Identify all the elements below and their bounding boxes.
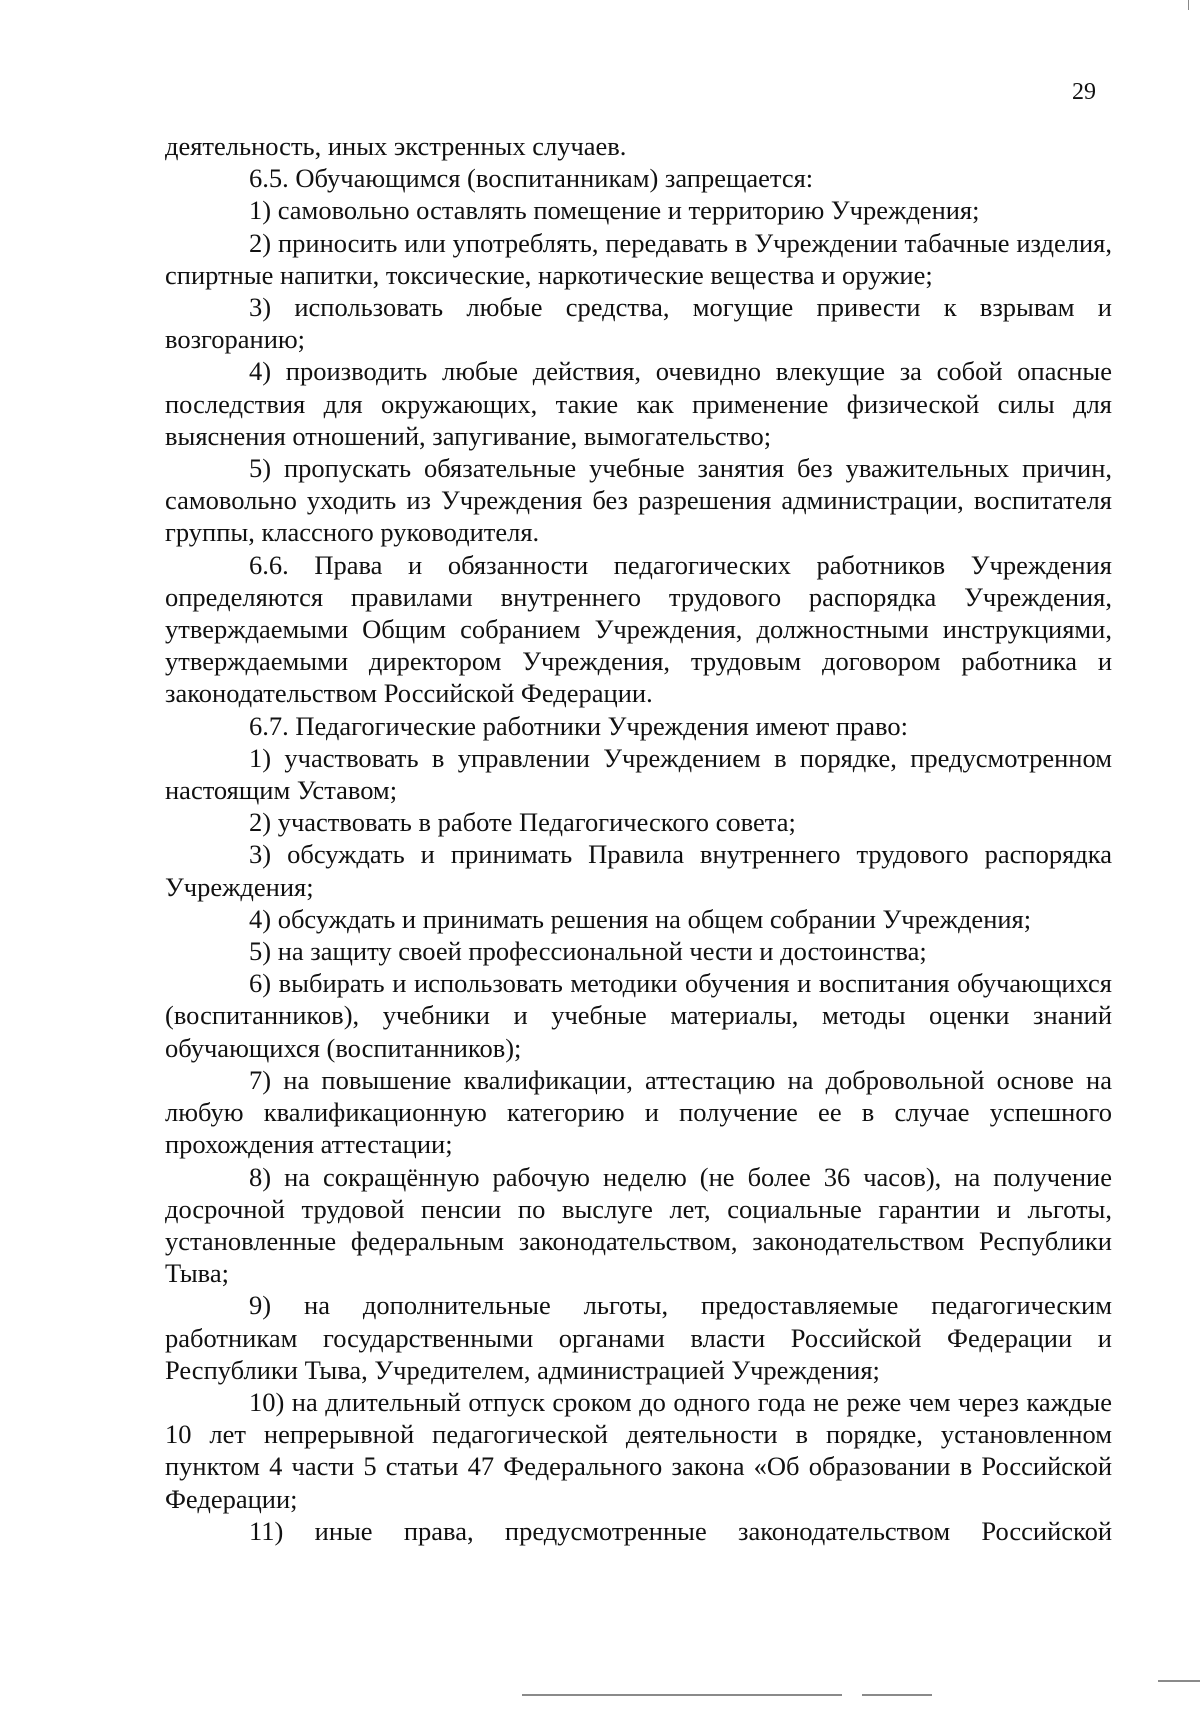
document-body bbox=[165, 130, 1112, 1547]
paragraph: 6) выбирать и использовать методики обучения и воспитания обучающихся (воспитанников), учебники и учебные материалы, методы оценки знаний обучающихся (воспитанников); bbox=[165, 968, 1112, 1063]
paragraph: 10) на длительный отпуск сроком до одного года не реже чем через каждые 10 лет непрерывной педагогической деятельности в порядке, установленном пунктом 4 части 5 статьи 47 Федерального закона «Об образовании в Российской Федерации; bbox=[165, 1386, 1112, 1514]
paragraph: 7) на повышение квалификации, аттестацию на добровольной основе на любую квалификационную категорию и получение ее в случае успешного прохождения аттестации; bbox=[165, 1064, 1112, 1160]
paragraph: 6.6. Права и обязанности педагогических работников Учреждения определяются правилами внутреннего трудового распорядка Учреждения, утверждаемыми Общим собранием Учреждения, должностными инструкциями, утверждаемыми директором Учреждения, трудовым договором работника и законодательством Российской Федерации. bbox=[165, 549, 1112, 709]
paragraph: 2) приносить или употреблять, передавать в Учреждении табачные изделия, спиртные напитки, токсические, наркотические вещества и оружие; bbox=[165, 227, 1112, 290]
paragraph: 2) участвовать в работе Педагогического совета; bbox=[249, 807, 796, 838]
page-number: 29 bbox=[1072, 79, 1096, 105]
paragraph: 1) участвовать в управлении Учреждением в порядке, предусмотренном настоящим Уставом; bbox=[165, 742, 1112, 806]
paragraph: 1) самовольно оставлять помещение и территорию Учреждения; bbox=[249, 195, 980, 226]
paragraph: 5) на защиту своей профессиональной чести и достоинства; bbox=[249, 936, 927, 967]
paragraph: 11) иные права, предусмотренные законодательством Российской bbox=[249, 1515, 1112, 1546]
paragraph: 8) на сокращённую рабочую неделю (не более 36 часов), на получение досрочной трудовой пенсии по выслуге лет, социальные гарантии и льготы, установленные федеральным законодательством, законодательством Республики Тыва; bbox=[165, 1161, 1112, 1289]
paragraph: 9) на дополнительные льготы, предоставляемые педагогическим работникам государственными органами власти Российской Федерации и Республики Тыва, Учредителем, администрацией Учреждения; bbox=[165, 1290, 1112, 1385]
paragraph: 6.7. Педагогические работники Учреждения имеют право: bbox=[249, 710, 908, 741]
scan-artifact-line bbox=[862, 1694, 932, 1696]
paragraph: 4) производить любые действия, очевидно влекущие за собой опасные последствия для окружающих, такие как применение физической силы для выяснения отношений, запугивание, вымогательство; bbox=[165, 356, 1112, 451]
paragraph: 3) обсуждать и принимать Правила внутреннего трудового распорядка Учреждения; bbox=[165, 839, 1112, 902]
paragraph: 5) пропускать обязательные учебные занятия без уважительных причин, самовольно уходить из Учреждения без разрешения администрации, воспитателя группы, классного руководителя. bbox=[165, 453, 1112, 548]
scan-edge-mark bbox=[1188, 0, 1189, 10]
paragraph: деятельность, иных экстренных случаев. bbox=[165, 131, 627, 161]
scan-artifact-line bbox=[1158, 1680, 1200, 1682]
paragraph: 3) использовать любые средства, могущие привести к взрывам и возгоранию; bbox=[165, 292, 1112, 355]
scan-artifact-line bbox=[522, 1694, 842, 1696]
paragraph: 4) обсуждать и принимать решения на общем собрании Учреждения; bbox=[249, 903, 1032, 934]
paragraph: 6.5. Обучающимся (воспитанникам) запрещается: bbox=[249, 163, 814, 194]
